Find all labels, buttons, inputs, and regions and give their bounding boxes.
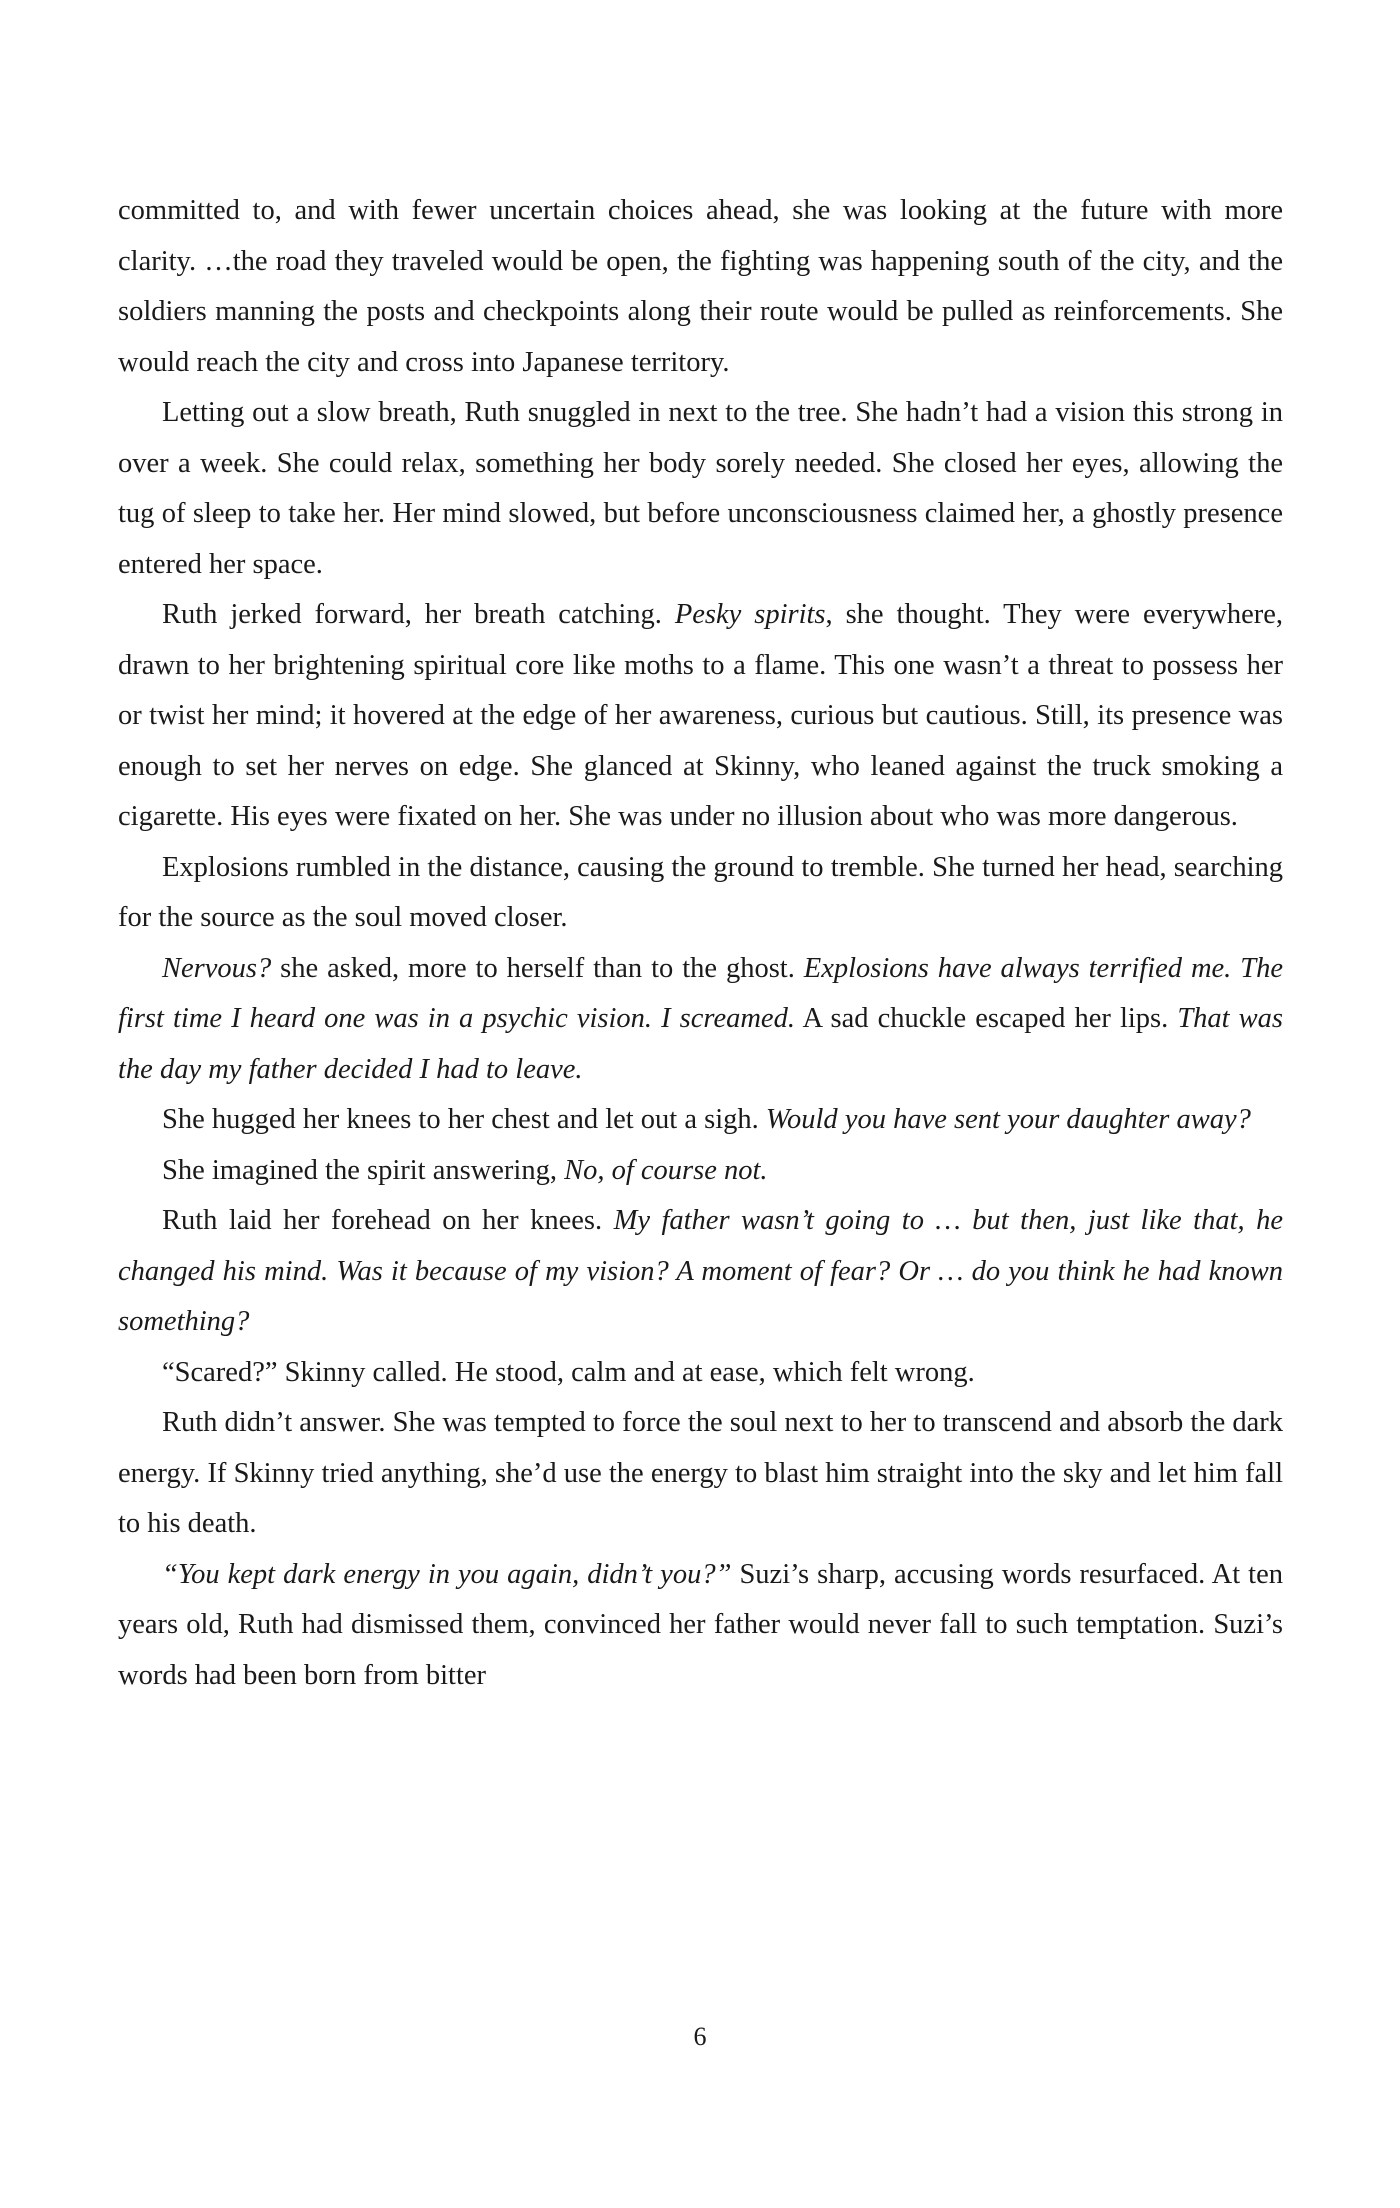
- paragraph: [118, 1095, 1283, 1146]
- italic-run: My father wasn’t going to … but then, just like that, he changed his mind. Was it because of my vision? A moment of fear? Or … do you think he had known something?: [118, 1205, 1284, 1337]
- paragraph: [118, 843, 1283, 944]
- text-run: Ruth didn’t answer. She was tempted to force the soul next to her to transcend and absorb the dark energy. If Skinny tried anything, she’d use the energy to blast him straight into the sky and let him fall to his death.: [118, 1407, 1283, 1539]
- italic-run: Explosions have always terrified me. The first time I heard one was in a psychic vision. I screamed.: [118, 952, 1283, 1034]
- paragraph: [118, 1348, 1283, 1399]
- body-text-column: [118, 186, 1283, 1701]
- text-run: she asked, more to herself than to the ghost.: [271, 952, 804, 984]
- text-run: Suzi’s sharp, accusing words resurfaced. At ten years old, Ruth had dismissed them, convinced her father would never fall to such temptation. Suzi’s words had been born from bitter: [118, 1558, 1283, 1691]
- text-run: Explosions rumbled in the distance, causing the ground to tremble. She turned her head, searching for the source as the soul moved closer.: [118, 851, 1283, 933]
- paragraph: [118, 1146, 1283, 1197]
- paragraph: [118, 1196, 1283, 1348]
- italic-run: Nervous?: [162, 952, 272, 984]
- text-run: committed to, and with fewer uncertain choices ahead, she was looking at the future with more clarity. …the road they traveled would be open, the fighting was happening south of the city, and the soldiers manning the posts and checkpoints along their route would be pulled as reinforcements. She would reach the city and cross into Japanese territory.: [118, 195, 1283, 378]
- text-run: She hugged her knees to her chest and let out a sigh.: [162, 1104, 766, 1135]
- text-run: Ruth laid her forehead on her knees.: [162, 1205, 614, 1236]
- text-run: “Scared?” Skinny called. He stood, calm and at ease, which felt wrong.: [162, 1356, 975, 1388]
- text-run: Ruth jerked forward, her breath catching.: [162, 599, 675, 630]
- paragraph: [118, 1398, 1283, 1550]
- paragraph: [118, 186, 1283, 388]
- text-run: Letting out a slow breath, Ruth snuggled in next to the tree. She hadn’t had a vision this strong in over a week. She could relax, something her body sorely needed. She closed her eyes, allowing the tug of sleep to take her. Her mind slowed, but before unconsciousness claimed her, a ghostly presence entered her space.: [118, 397, 1283, 580]
- paragraph: [118, 590, 1283, 843]
- italic-run: That was the day my father decided I had to leave.: [118, 1003, 1283, 1085]
- paragraph: [118, 1550, 1283, 1702]
- paragraph: [118, 944, 1283, 1096]
- italic-run: Pesky spirits: [674, 599, 826, 630]
- paragraph: [118, 388, 1283, 590]
- page-number: 6: [693, 2022, 707, 2051]
- text-run: She imagined the spirit answering,: [162, 1154, 565, 1186]
- text-run: , she thought. They were everywhere, drawn to her brightening spiritual core like moths to a flame. This one wasn’t a threat to possess her or twist her mind; it hovered at the edge of her awareness, curious but cautious. Still, its presence was enough to set her nerves on edge. She glanced at Skinny, who leaned against the truck smoking a cigarette. His eyes were fixated on her. She was under no illusion about who was more dangerous.: [118, 599, 1283, 832]
- italic-run: Would you have sent your daughter away?: [765, 1104, 1251, 1135]
- italic-run: “You kept dark energy in you again, didn’t you?”: [162, 1558, 732, 1590]
- text-run: A sad chuckle escaped her lips.: [794, 1003, 1178, 1034]
- italic-run: No, of course not.: [564, 1154, 768, 1186]
